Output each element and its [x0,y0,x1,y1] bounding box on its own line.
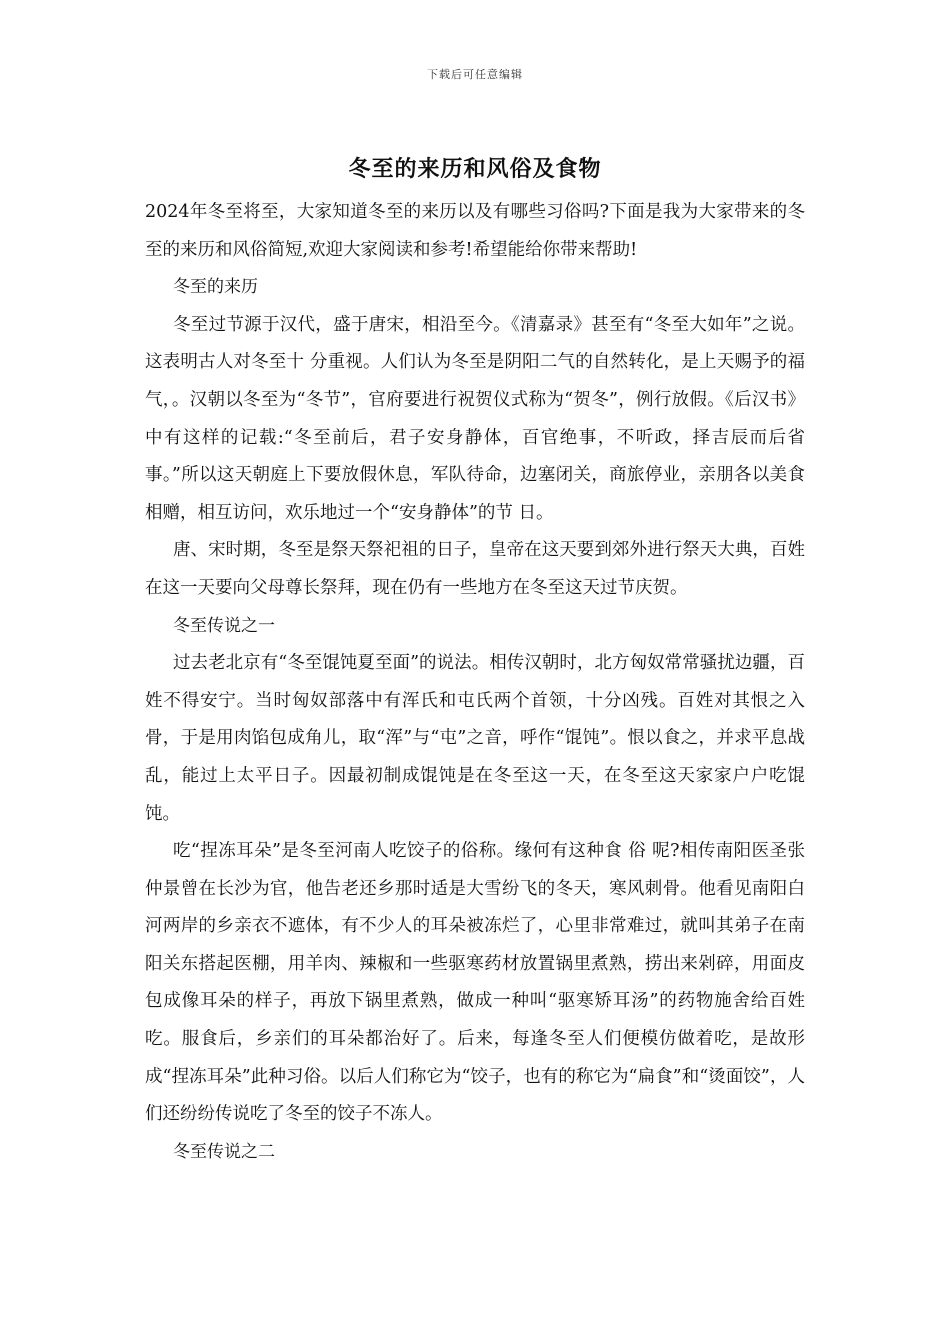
legend-1-paragraph-2: 吃“捏冻耳朵”是冬至河南人吃饺子的俗称。缘何有这种食 俗 呢?相传南阳医圣张仲景曾在长沙为官，他告老还乡那时适是大雪纷飞的冬天，寒风刺骨。他看见南阳白河两岸的乡亲衣不遮体，有不少人的耳朵被冻烂了，心里非常难过，就叫其弟子在南阳关东搭起医棚，用羊肉、辣椒和一些驱寒药材放置锅里煮熟，捞出来剁碎，用面皮包成像耳朵的样子，再放下锅里煮熟，做成一种叫“驱寒矫耳汤”的药物施舍给百姓吃。服食后，乡亲们的耳朵都治好了。后来，每逢冬至人们便模仿做着吃，是故形成“捏冻耳朵”此种习俗。以后人们称它为“饺子，也有的称它为“扁食”和“烫面饺”，人们还纷纷传说吃了冬至的饺子不冻人。 [145,841,805,1125]
document-body [145,194,805,1171]
intro-paragraph: 2024年冬至将至，大家知道冬至的来历以及有哪些习俗吗?下面是我为大家带来的冬至的来历和风俗简短,欢迎大家阅读和参考!希望能给你带来帮助! [145,202,805,260]
legend-1-paragraph-1: 过去老北京有“冬至馄饨夏至面”的说法。相传汉朝时，北方匈奴常常骚扰边疆，百姓不得安宁。当时匈奴部落中有浑氏和屯氏两个首领，十分凶残。百姓对其恨之入骨，于是用肉馅包成角儿，取“浑”与“屯”之音，呼作“馄饨”。恨以食之，并求平息战乱，能过上太平日子。因最初制成馄饨是在冬至这一天，在冬至这天家家户户吃馄饨。 [145,653,805,824]
header-note: 下载后可任意编辑 [427,68,523,81]
document-title: 冬至的来历和风俗及食物 [348,156,602,182]
origin-paragraph-1: 冬至过节源于汉代，盛于唐宋，相沿至今。《清嘉录》甚至有“冬至大如年”之说。这表明古人对冬至十 分重视。人们认为冬至是阴阳二气的自然转化，是上天赐予的福气，。汉朝以冬至为“冬节”，官府要进行祝贺仪式称为“贺冬”，例行放假。《后汉书》中有这样的记载:“冬至前后，君子安身静体，百官绝事，不听政，择吉辰而后省事。”所以这天朝庭上下要放假休息，军队待命，边塞闭关，商旅停业，亲朋各以美食相赠，相互访问，欢乐地过一个“安身静体”的节 日。 [145,314,805,523]
section-heading-origin: 冬至的来历 [173,277,258,298]
section-heading-legend-2: 冬至传说之二 [173,1141,275,1162]
origin-paragraph-2: 唐、宋时期，冬至是祭天祭祀祖的日子，皇帝在这天要到郊外进行祭天大典，百姓在这一天要向父母尊长祭拜，现在仍有一些地方在冬至这天过节庆贺。 [145,540,805,598]
section-heading-legend-1: 冬至传说之一 [173,615,275,636]
